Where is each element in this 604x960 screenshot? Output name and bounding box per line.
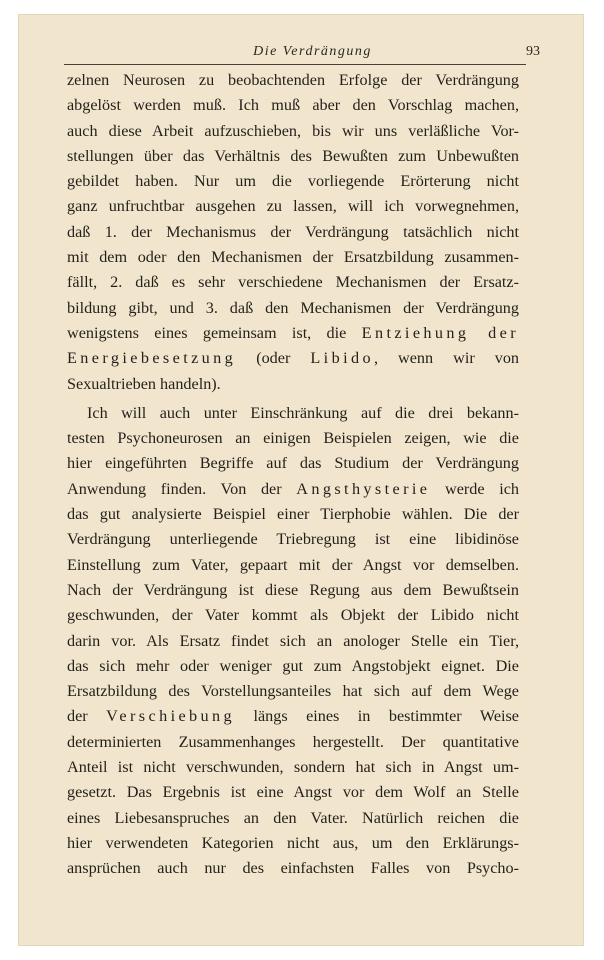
text-line: geschwunden, der Vater kommt als Objekt der Libido nicht <box>67 606 519 625</box>
paragraph <box>67 68 519 397</box>
body-text <box>67 68 519 882</box>
page-number: 93 <box>526 44 540 59</box>
text-line: Ich will auch unter Einschränkung auf die drei bekann- <box>87 403 519 422</box>
text-line: daß 1. der Mechanismus der Verdrängung tatsächlich nicht <box>67 222 519 241</box>
spaced-emphasis: Verschiebung <box>106 707 236 726</box>
paragraph <box>67 401 519 882</box>
text-line: ganz unfruchtbar ausgehen zu lassen, will ich vorwegnehmen, <box>67 197 519 216</box>
text-line: zelnen Neurosen zu beobachtenden Erfolge der Verdrängung <box>67 71 519 89</box>
spaced-emphasis: Energiebesetzung <box>67 349 237 368</box>
text-line: Verdrängung unterliegende Triebregung ist eine libidinöse <box>67 530 519 549</box>
text-line: determinierten Zusammenhanges hergestellt. Der quantitative <box>67 732 519 751</box>
text-line: abgelöst werden muß. Ich muß aber den Vorschlag machen, <box>67 96 519 115</box>
text-line: fällt, 2. daß es sehr verschiedene Mechanismen der Ersatz- <box>67 273 519 292</box>
text-line: stellungen über das Verhältnis des Bewußten zum Unbewußten <box>67 146 519 165</box>
text-line: testen Psychoneurosen an einigen Beispielen zeigen, wie die <box>67 429 519 448</box>
text-line: hier eingeführten Begriffe auf das Studium der Verdrängung <box>67 454 519 473</box>
spaced-emphasis: Entziehung der <box>361 323 519 342</box>
text-line: gebildet haben. Nur um die vorliegende Erörterung nicht <box>67 172 519 191</box>
text-line: Ersatzbildung des Vorstellungsanteiles hat sich auf dem Wege <box>67 682 519 701</box>
text-line: Anteil ist nicht verschwunden, sondern hat sich in Angst um- <box>67 758 519 777</box>
text-line: Sexualtrieben handeln). <box>67 374 221 393</box>
text-line: gesetzt. Das Ergebnis ist eine Angst vor dem Wolf an Stelle <box>67 783 519 802</box>
text-line: Energiebesetzung (oder Libido, wenn wir von <box>67 349 520 368</box>
text-line: wenigstens eines gemeinsam ist, die Entziehung der <box>67 323 519 342</box>
text-line: ansprüchen auch nur des einfachsten Falles von Psycho- <box>67 859 519 878</box>
text-line: hier verwendeten Kategorien nicht aus, um den Erklärungs- <box>67 833 519 852</box>
text-line: darin vor. Als Ersatz findet sich an anologer Stelle ein Tier, <box>67 631 519 650</box>
text-line: auch diese Arbeit aufzuschieben, bis wir uns verläßliche Vor- <box>67 121 519 140</box>
spaced-emphasis: Libido <box>310 349 374 368</box>
text-line: Anwendung finden. Von der Angsthysterie werde ich <box>67 479 519 498</box>
text-line: der Verschiebung längs eines in bestimmter Weise <box>67 707 519 726</box>
header-rule <box>64 64 526 65</box>
text-line: das gut analysierte Beispiel einer Tierphobie wählen. Die der <box>67 505 519 524</box>
text-line: Nach der Verdrängung ist diese Regung aus dem Bewußtsein <box>67 580 519 599</box>
text-line: das sich mehr oder weniger gut zum Angstobjekt eignet. Die <box>67 656 519 675</box>
text-line: mit dem oder den Mechanismen der Ersatzbildung zusammen- <box>67 248 519 267</box>
text-line: bildung gibt, und 3. daß den Mechanismen der Verdrängung <box>67 298 519 317</box>
spaced-emphasis: Angsthysterie <box>296 479 431 498</box>
text-line: Einstellung zum Vater, gepaart mit der Angst vor demselben. <box>67 555 519 574</box>
running-title: Die Verdrängung <box>253 44 372 59</box>
page-header <box>85 42 540 66</box>
text-line: eines Liebesanspruches an den Vater. Natürlich reichen die <box>67 808 519 827</box>
